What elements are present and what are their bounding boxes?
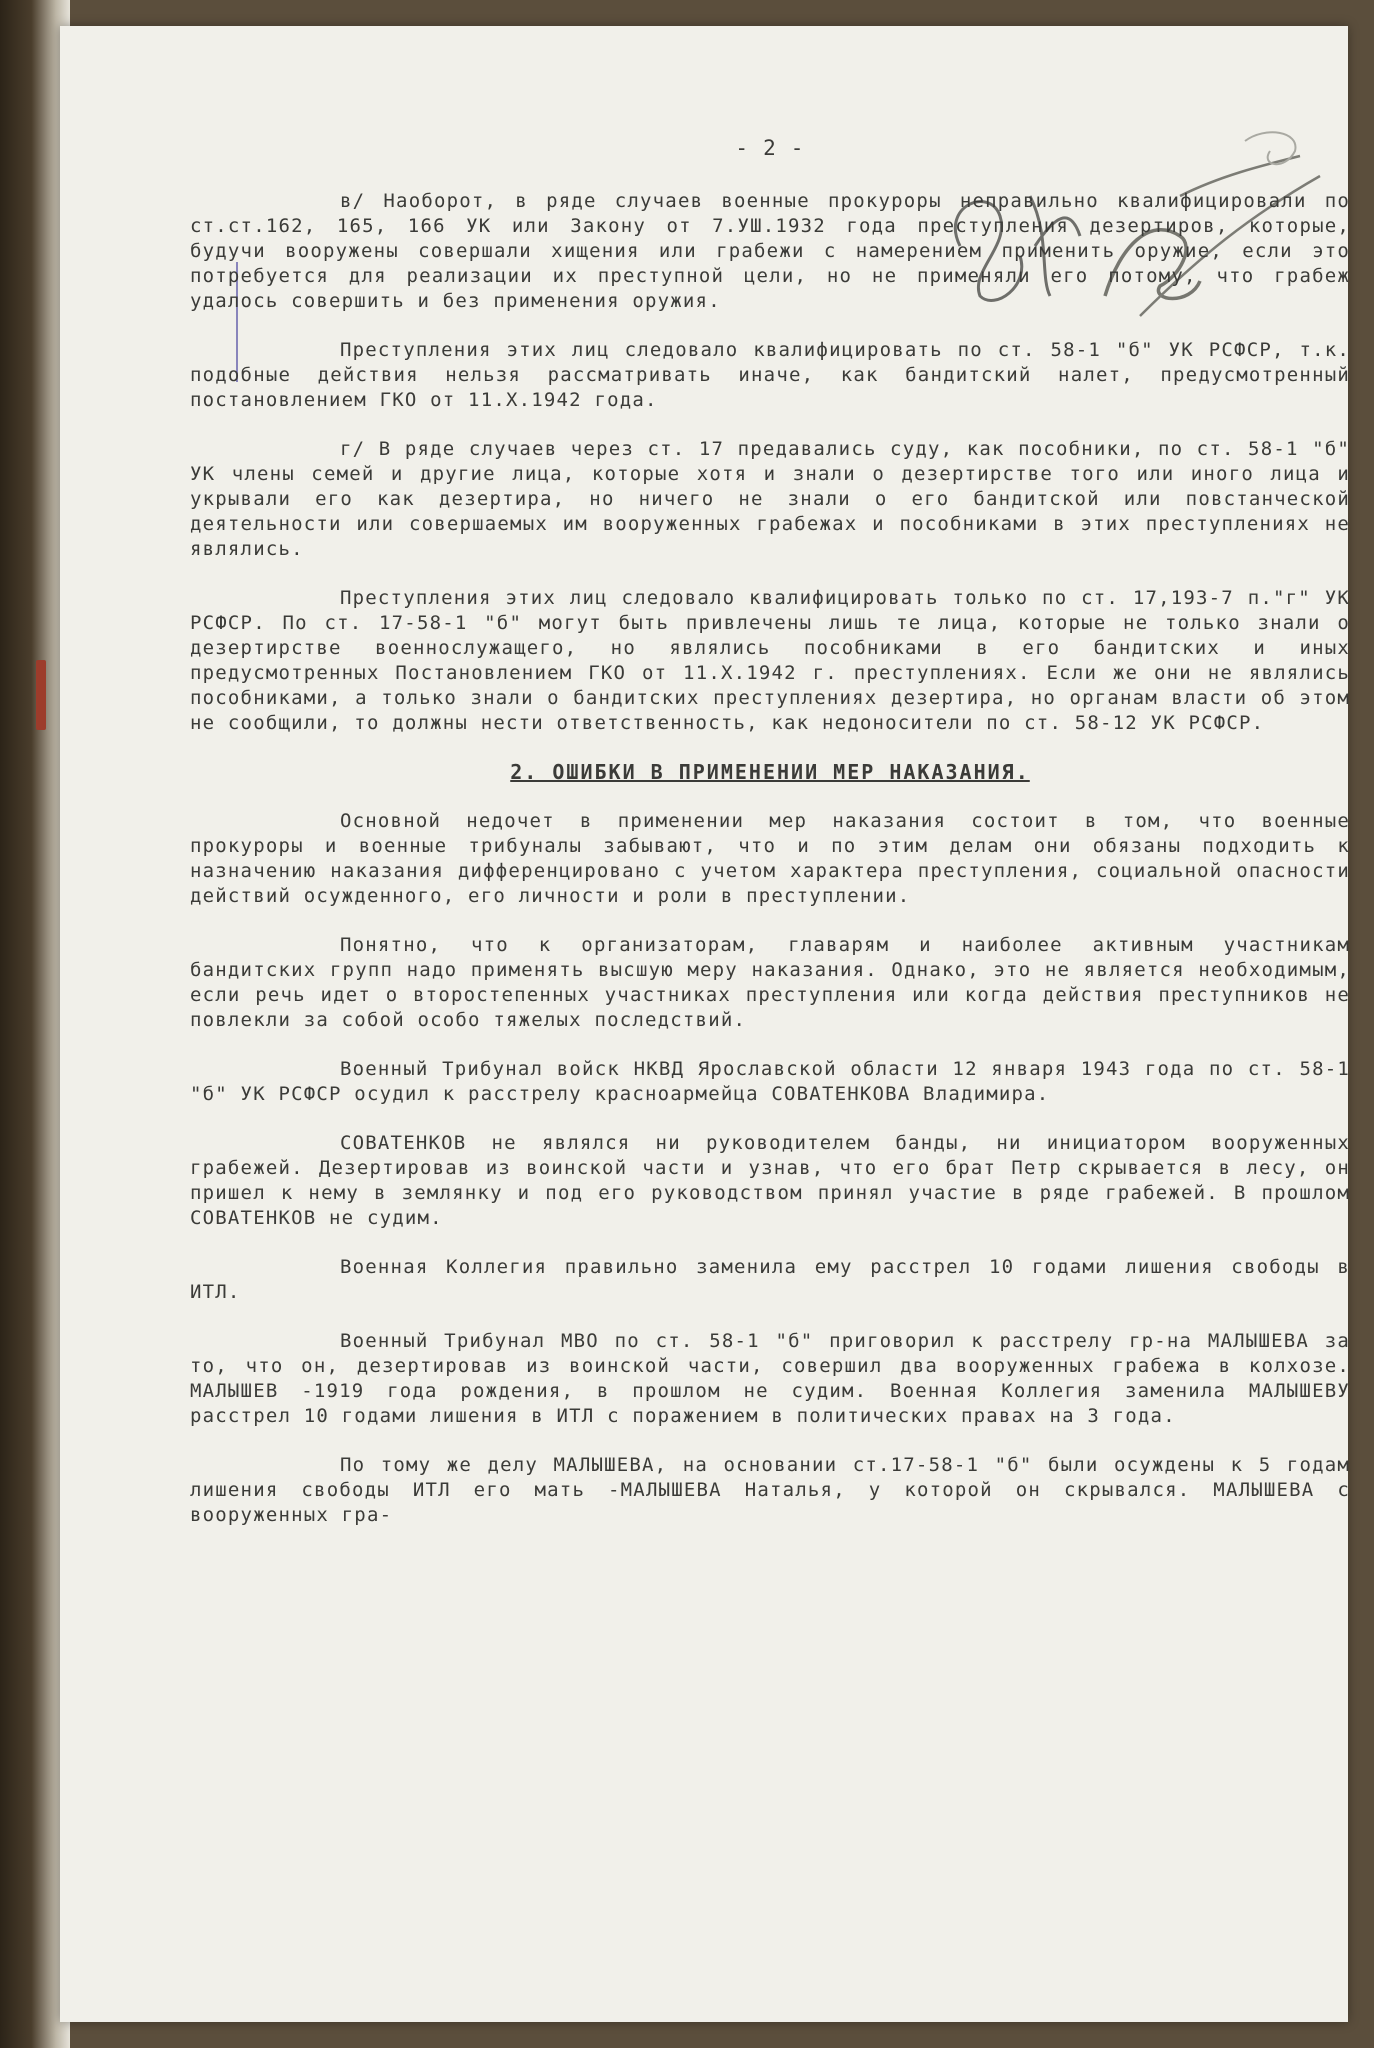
paragraph: По тому же делу МАЛЫШЕВА, на основании ст.17-58-1 "б" были осуждены к 5 годам лишения свободы ИТЛ его мать -МАЛЫШЕВА Наталья, у которой он скрывался. МАЛЫШЕВА с вооруженных гра- xyxy=(190,1454,1350,1526)
binding-tag xyxy=(36,660,46,730)
paragraph: Военный Трибунал войск НКВД Ярославской области 12 января 1943 года по ст. 58-1 "б" УК РСФСР осудил к расстрелу красноармейца СОВАТЕНКОВА Владимира. xyxy=(190,1058,1350,1105)
paragraph: Понятно, что к организаторам, главарям и наиболее активным участникам бандитских групп надо применять высшую меру наказания. Однако, это не является необходимым, если речь идет о второстепенных участниках преступления или когда действия преступников не повлекли за собой особо тяжелых последствий. xyxy=(190,934,1350,1031)
paragraph: в/ Наоборот, в ряде случаев военные прокуроры неправильно квалифицировали по ст.ст.162, 165, 166 УК или Закону от 7.УШ.1932 года преступления дезертиров, которые, будучи вооружены совершали хищения или грабежи с намерением применить оружие, если это потребуется для реализации их преступной цели, но не применяли его потому, что грабеж удалось совершить и без применения оружия. xyxy=(190,190,1350,312)
document-page xyxy=(60,26,1348,2022)
paragraph: СОВАТЕНКОВ не являлся ни руководителем банды, ни инициатором вооруженных грабежей. Дезертировав из воинской части и узнав, что его брат Петр скрывается в лесу, он пришел к нему в землянку и под его руководством принял участие в ряде грабежей. В прошлом СОВАТЕНКОВ не судим. xyxy=(190,1132,1350,1229)
paragraph: Военная Коллегия правильно заменила ему расстрел 10 годами лишения свободы в ИТЛ. xyxy=(190,1256,1350,1303)
paragraph: Преступления этих лиц следовало квалифицировать по ст. 58-1 "б" УК РСФСР, т.к. подобные действия нельзя рассматривать иначе, как бандитский налет, предусмотренный постановлением ГКО от 11.Х.1942 года. xyxy=(190,339,1350,411)
section-heading: 2. ОШИБКИ В ПРИМЕНЕНИИ МЕР НАКАЗАНИЯ. xyxy=(510,760,1030,784)
document-body xyxy=(190,136,1350,1528)
paragraph: г/ В ряде случаев через ст. 17 предавались суду, как пособники, по ст. 58-1 "б" УК члены семей и другие лица, которые хотя и знали о дезертирстве того или иного лица и укрывали его как дезертира, но ничего не знали о его бандитской или повстанческой деятельности или совершаемых им вооруженных грабежах и пособниками в этих преступлениях не являлись. xyxy=(190,438,1350,560)
paragraph: Основной недочет в применении мер наказания состоит в том, что военные прокуроры и военные трибуналы забывают, что и по этим делам они обязаны подходить к назначению наказания дифференцировано с учетом характера преступления, социальной опасности действий осужденного, его личности и роли в преступлении. xyxy=(190,810,1350,907)
paragraph: Военный Трибунал МВО по ст. 58-1 "б" приговорил к расстрелу гр-на МАЛЫШЕВА за то, что он, дезертировав из воинской части, совершил два вооруженных грабежа в колхозе. МАЛЫШЕВ -1919 года рождения, в прошлом не судим. Военная Коллегия заменила МАЛЫШЕВУ расстрел 10 годами лишения в ИТЛ с поражением в политических правах на 3 года. xyxy=(190,1330,1350,1427)
page-number: - 2 - xyxy=(735,136,805,160)
paragraph: Преступления этих лиц следовало квалифицировать только по ст. 17,193-7 п."г" УК РСФСР. По ст. 17-58-1 "б" могут быть привлечены лишь те лица, которые не только знали о дезертирстве военнослужащего, но являлись пособниками в его бандитских и иных предусмотренных Постановлением ГКО от 11.Х.1942 г. преступлениях. Если же они не являлись пособниками, а только знали о бандитских преступлениях дезертира, но органам власти об этом не сообщили, то должны нести ответственность, как недоносители по ст. 58-12 УК РСФСР. xyxy=(190,587,1350,734)
